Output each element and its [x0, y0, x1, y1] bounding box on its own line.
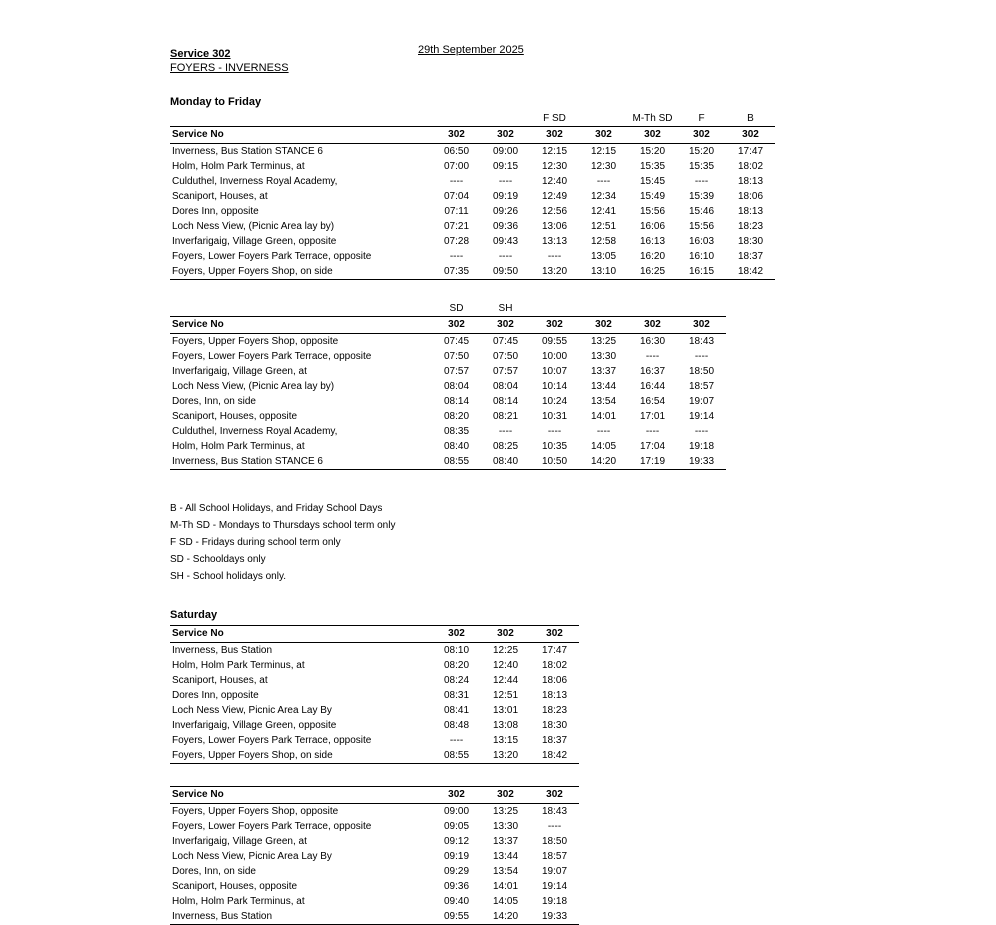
- time-cell: 13:13: [541, 236, 568, 247]
- service-no: 302: [726, 127, 775, 144]
- time-cell: 07:00: [443, 161, 470, 172]
- stop-name: Dores, Inn, on side: [172, 866, 256, 877]
- time-cell: 18:43: [541, 806, 568, 817]
- time-cell: 08:04: [443, 381, 470, 392]
- time-cell: 16:44: [639, 381, 666, 392]
- time-cell: 19:33: [530, 909, 579, 925]
- time-cell: 18:06: [737, 191, 764, 202]
- time-cell: 09:19: [443, 851, 470, 862]
- time-cell: 17:19: [628, 454, 677, 470]
- service-no-header: Service No: [170, 626, 432, 643]
- stop-name: Inverfarigaig, Village Green, opposite: [172, 720, 337, 731]
- note-cell: [170, 302, 432, 317]
- time-cell: 18:43: [688, 336, 715, 347]
- stop-name: Dores Inn, opposite: [172, 206, 259, 217]
- stop-name: Scaniport, Houses, opposite: [172, 881, 298, 892]
- time-cell: 08:35: [443, 426, 470, 437]
- document-date: 29th September 2025: [418, 44, 524, 56]
- table-row: [170, 204, 775, 219]
- legend-item: F SD - Fridays during school term only: [170, 537, 341, 548]
- time-cell: 08:40: [481, 454, 530, 470]
- table-row: [170, 894, 579, 909]
- time-cell: 17:47: [541, 645, 568, 656]
- note-cell: F: [698, 113, 705, 124]
- time-cell: 07:28: [443, 236, 470, 247]
- time-cell: ----: [547, 821, 562, 832]
- table-row: [170, 144, 775, 160]
- legend-item: SD - Schooldays only: [170, 554, 266, 565]
- table-row: [170, 643, 579, 659]
- time-cell: 16:06: [639, 221, 666, 232]
- time-cell: ----: [645, 426, 660, 437]
- time-cell: ----: [498, 426, 513, 437]
- service-no: 302: [481, 626, 530, 643]
- time-cell: 13:44: [590, 381, 617, 392]
- time-cell: 18:37: [737, 251, 764, 262]
- time-cell: 12:41: [590, 206, 617, 217]
- time-cell: 18:42: [726, 264, 775, 280]
- time-cell: 12:25: [492, 645, 519, 656]
- note-cell: M-Th SD: [632, 113, 673, 124]
- service-no-header: Service No: [170, 787, 432, 804]
- time-cell: 18:57: [541, 851, 568, 862]
- time-cell: 08:10: [443, 645, 470, 656]
- table-spacer: [170, 280, 970, 302]
- table-row: [170, 159, 775, 174]
- time-cell: ----: [596, 426, 611, 437]
- time-cell: ----: [547, 251, 562, 262]
- time-cell: 13:37: [492, 836, 519, 847]
- time-cell: ----: [645, 351, 660, 362]
- time-cell: 09:55: [541, 336, 568, 347]
- stop-name: Scaniport, Houses, at: [172, 675, 268, 686]
- time-cell: 07:50: [443, 351, 470, 362]
- time-cell: 19:33: [677, 454, 726, 470]
- table-row: [170, 364, 726, 379]
- stop-name: Foyers, Upper Foyers Shop, on side: [170, 748, 432, 764]
- time-cell: 10:07: [541, 366, 568, 377]
- stop-name: Inverness, Bus Station STANCE 6: [172, 146, 323, 157]
- time-cell: 07:57: [443, 366, 470, 377]
- time-cell: 12:15: [590, 146, 617, 157]
- time-cell: 12:30: [541, 161, 568, 172]
- stop-name: Dores, Inn, on side: [172, 396, 256, 407]
- time-cell: 15:35: [688, 161, 715, 172]
- table-row: [170, 219, 775, 234]
- table-row: [170, 409, 726, 424]
- table-row: [170, 334, 726, 350]
- service-no: 302: [530, 317, 579, 334]
- note-cell: [170, 112, 432, 127]
- stop-name: Culduthel, Inverness Royal Academy,: [172, 426, 338, 437]
- time-cell: 15:39: [688, 191, 715, 202]
- stop-name: Scaniport, Houses, opposite: [172, 411, 298, 422]
- table-row: [170, 849, 579, 864]
- time-cell: ----: [694, 426, 709, 437]
- saturday-table-outbound: [170, 625, 579, 764]
- stop-name: Foyers, Upper Foyers Shop, on side: [170, 264, 432, 280]
- table-row: [170, 718, 579, 733]
- stop-name: Foyers, Upper Foyers Shop, opposite: [172, 336, 339, 347]
- time-cell: 09:26: [492, 206, 519, 217]
- service-no: 302: [579, 127, 628, 144]
- time-cell: 18:30: [541, 720, 568, 731]
- stop-name: Foyers, Lower Foyers Park Terrace, opposite: [172, 251, 372, 262]
- stop-name: Holm, Holm Park Terminus, at: [172, 660, 305, 671]
- time-cell: 09:36: [443, 881, 470, 892]
- time-cell: 17:01: [639, 411, 666, 422]
- table-row: [170, 189, 775, 204]
- time-cell: 16:03: [688, 236, 715, 247]
- time-cell: 16:54: [639, 396, 666, 407]
- time-cell: 18:23: [737, 221, 764, 232]
- time-cell: 07:35: [432, 264, 481, 280]
- time-cell: 12:40: [492, 660, 519, 671]
- note-cell: [432, 112, 481, 127]
- table-row: [170, 249, 775, 264]
- service-no-row: [170, 317, 726, 334]
- stop-name: Inverfarigaig, Village Green, at: [172, 836, 307, 847]
- table-row: [170, 174, 775, 189]
- time-cell: 09:29: [443, 866, 470, 877]
- time-cell: 18:06: [541, 675, 568, 686]
- time-cell: 13:15: [492, 735, 519, 746]
- time-cell: 16:10: [688, 251, 715, 262]
- time-cell: 18:30: [737, 236, 764, 247]
- time-cell: 18:02: [737, 161, 764, 172]
- time-cell: ----: [449, 251, 464, 262]
- time-cell: 08:25: [492, 441, 519, 452]
- stop-name: Foyers, Lower Foyers Park Terrace, opposite: [172, 351, 372, 362]
- time-cell: 18:37: [541, 735, 568, 746]
- time-cell: 09:36: [492, 221, 519, 232]
- note-row: [170, 302, 726, 317]
- stop-name: Dores Inn, opposite: [172, 690, 259, 701]
- time-cell: 07:45: [443, 336, 470, 347]
- time-cell: 08:24: [443, 675, 470, 686]
- stop-name: Inverness, Bus Station: [172, 645, 273, 656]
- stop-name: Holm, Holm Park Terminus, at: [172, 441, 305, 452]
- time-cell: 13:54: [492, 866, 519, 877]
- time-cell: 16:13: [639, 236, 666, 247]
- weekday-table-outbound: [170, 112, 775, 280]
- service-no: 302: [677, 127, 726, 144]
- table-row: [170, 673, 579, 688]
- time-cell: 15:49: [639, 191, 666, 202]
- time-cell: 07:50: [492, 351, 519, 362]
- time-cell: ----: [449, 735, 464, 746]
- time-cell: 09:40: [443, 896, 470, 907]
- time-cell: 13:44: [492, 851, 519, 862]
- time-cell: 09:43: [492, 236, 519, 247]
- time-cell: 13:10: [579, 264, 628, 280]
- stop-name: Foyers, Lower Foyers Park Terrace, opposite: [172, 821, 372, 832]
- time-cell: 13:01: [492, 705, 519, 716]
- time-cell: 12:40: [541, 176, 568, 187]
- legend-block: [170, 500, 970, 585]
- time-cell: 08:20: [443, 660, 470, 671]
- time-cell: 08:40: [443, 441, 470, 452]
- saturday-table-inbound: [170, 786, 579, 925]
- service-no-header: Service No: [170, 317, 432, 334]
- time-cell: ----: [694, 176, 709, 187]
- table-row: [170, 394, 726, 409]
- stop-name: Inverfarigaig, Village Green, opposite: [172, 236, 337, 247]
- table-row: [170, 234, 775, 249]
- time-cell: 18:13: [541, 690, 568, 701]
- section-label-weekday: Monday to Friday: [170, 96, 262, 108]
- time-cell: 10:24: [541, 396, 568, 407]
- stop-name: Holm, Holm Park Terminus, at: [172, 896, 305, 907]
- time-cell: 18:02: [541, 660, 568, 671]
- legend-item: M-Th SD - Mondays to Thursdays school term only: [170, 520, 396, 531]
- time-cell: ----: [596, 176, 611, 187]
- time-cell: ----: [694, 351, 709, 362]
- legend-item: B - All School Holidays, and Friday School Days: [170, 503, 383, 514]
- time-cell: 08:14: [492, 396, 519, 407]
- time-cell: 18:50: [688, 366, 715, 377]
- service-no: 302: [432, 127, 481, 144]
- time-cell: 08:21: [492, 411, 519, 422]
- note-cell: B: [747, 113, 754, 124]
- table-row: [170, 439, 726, 454]
- stop-name: Loch Ness View, (Picnic Area lay by): [172, 381, 335, 392]
- time-cell: 19:07: [688, 396, 715, 407]
- time-cell: 13:30: [590, 351, 617, 362]
- time-cell: 09:55: [432, 909, 481, 925]
- note-cell: [677, 302, 726, 317]
- time-cell: 15:56: [688, 221, 715, 232]
- table-row: [170, 748, 579, 764]
- time-cell: ----: [498, 176, 513, 187]
- time-cell: 10:14: [541, 381, 568, 392]
- note-cell: [579, 302, 628, 317]
- time-cell: 14:05: [492, 896, 519, 907]
- time-cell: 13:20: [530, 264, 579, 280]
- time-cell: 15:46: [688, 206, 715, 217]
- stop-name: Inverness, Bus Station: [170, 909, 432, 925]
- document-header: [170, 44, 970, 60]
- stop-name: Foyers, Upper Foyers Shop, opposite: [172, 806, 339, 817]
- service-no: 302: [481, 317, 530, 334]
- time-cell: 15:35: [639, 161, 666, 172]
- table-row: [170, 424, 726, 439]
- time-cell: 07:45: [492, 336, 519, 347]
- table-row: [170, 379, 726, 394]
- note-row: [170, 112, 775, 127]
- weekday-table-inbound: [170, 302, 726, 470]
- stop-name: Culduthel, Inverness Royal Academy,: [172, 176, 338, 187]
- time-cell: 07:04: [443, 191, 470, 202]
- time-cell: 17:04: [639, 441, 666, 452]
- time-cell: 09:12: [443, 836, 470, 847]
- service-no: 302: [677, 317, 726, 334]
- note-cell: SH: [498, 303, 513, 314]
- time-cell: 18:50: [541, 836, 568, 847]
- service-no: 302: [530, 626, 579, 643]
- table-row: [170, 819, 579, 834]
- time-cell: 12:49: [541, 191, 568, 202]
- note-cell: SD: [449, 303, 464, 314]
- time-cell: 07:21: [443, 221, 470, 232]
- time-cell: 16:15: [677, 264, 726, 280]
- time-cell: 19:07: [541, 866, 568, 877]
- time-cell: 09:05: [443, 821, 470, 832]
- time-cell: ----: [547, 426, 562, 437]
- table-row: [170, 733, 579, 748]
- table-row: [170, 909, 579, 925]
- section-label-saturday: Saturday: [170, 609, 218, 621]
- service-no: 302: [628, 317, 677, 334]
- service-no: 302: [481, 127, 530, 144]
- time-cell: 13:30: [492, 821, 519, 832]
- note-cell: [579, 112, 628, 127]
- note-cell: [628, 302, 677, 317]
- time-cell: 16:37: [639, 366, 666, 377]
- service-no-header: Service No: [170, 127, 432, 144]
- stop-name: Inverfarigaig, Village Green, at: [172, 366, 307, 377]
- time-cell: 09:19: [492, 191, 519, 202]
- table-row: [170, 804, 579, 820]
- table-row: [170, 879, 579, 894]
- time-cell: ----: [498, 251, 513, 262]
- time-cell: 13:54: [590, 396, 617, 407]
- time-cell: 14:20: [579, 454, 628, 470]
- service-no: 302: [432, 626, 481, 643]
- table-row: [170, 264, 775, 280]
- time-cell: 08:31: [443, 690, 470, 701]
- time-cell: 12:15: [541, 146, 568, 157]
- time-cell: 12:51: [492, 690, 519, 701]
- table-row: [170, 864, 579, 879]
- table-row: [170, 703, 579, 718]
- time-cell: 18:57: [688, 381, 715, 392]
- service-no: 302: [628, 127, 677, 144]
- time-cell: 14:20: [481, 909, 530, 925]
- time-cell: 19:18: [541, 896, 568, 907]
- time-cell: ----: [449, 176, 464, 187]
- note-cell: F SD: [543, 113, 566, 124]
- time-cell: 12:58: [590, 236, 617, 247]
- timetable-page: [170, 44, 970, 925]
- time-cell: 13:25: [492, 806, 519, 817]
- time-cell: 15:45: [639, 176, 666, 187]
- table-row: [170, 688, 579, 703]
- time-cell: 08:20: [443, 411, 470, 422]
- table-row: [170, 454, 726, 470]
- time-cell: 07:57: [492, 366, 519, 377]
- time-cell: 10:00: [541, 351, 568, 362]
- service-no-row: [170, 626, 579, 643]
- route-title: FOYERS - INVERNESS: [170, 62, 289, 74]
- time-cell: 12:56: [541, 206, 568, 217]
- time-cell: 16:20: [639, 251, 666, 262]
- time-cell: 14:01: [590, 411, 617, 422]
- time-cell: 10:31: [541, 411, 568, 422]
- stop-name: Loch Ness View, Picnic Area Lay By: [172, 851, 332, 862]
- table-row: [170, 349, 726, 364]
- time-cell: 09:15: [492, 161, 519, 172]
- stop-name: Scaniport, Houses, at: [172, 191, 268, 202]
- note-cell: [481, 112, 530, 127]
- time-cell: 09:00: [492, 146, 519, 157]
- table-row: [170, 658, 579, 673]
- time-cell: 08:48: [443, 720, 470, 731]
- service-title: Service 302: [170, 48, 231, 60]
- time-cell: 18:42: [530, 748, 579, 764]
- time-cell: 14:01: [492, 881, 519, 892]
- time-cell: 13:20: [481, 748, 530, 764]
- time-cell: 08:04: [492, 381, 519, 392]
- time-cell: 10:35: [541, 441, 568, 452]
- service-no: 302: [530, 787, 579, 804]
- legend-item: SH - School holidays only.: [170, 571, 286, 582]
- stop-name: Foyers, Lower Foyers Park Terrace, opposite: [172, 735, 372, 746]
- time-cell: 15:20: [688, 146, 715, 157]
- time-cell: 08:55: [432, 748, 481, 764]
- time-cell: 13:05: [590, 251, 617, 262]
- time-cell: 13:37: [590, 366, 617, 377]
- stop-name: Inverness, Bus Station STANCE 6: [170, 454, 432, 470]
- stop-name: Loch Ness View, (Picnic Area lay by): [172, 221, 335, 232]
- time-cell: 13:08: [492, 720, 519, 731]
- time-cell: 12:34: [590, 191, 617, 202]
- time-cell: 13:25: [590, 336, 617, 347]
- note-cell: [530, 302, 579, 317]
- service-no: 302: [481, 787, 530, 804]
- time-cell: 14:05: [590, 441, 617, 452]
- time-cell: 12:30: [590, 161, 617, 172]
- service-no: 302: [579, 317, 628, 334]
- time-cell: 17:47: [737, 146, 764, 157]
- service-no-row: [170, 127, 775, 144]
- time-cell: 15:20: [639, 146, 666, 157]
- time-cell: 18:13: [737, 206, 764, 217]
- service-no: 302: [530, 127, 579, 144]
- stop-name: Holm, Holm Park Terminus, at: [172, 161, 305, 172]
- time-cell: 19:14: [541, 881, 568, 892]
- time-cell: 16:25: [628, 264, 677, 280]
- time-cell: 10:50: [530, 454, 579, 470]
- time-cell: 16:30: [639, 336, 666, 347]
- service-no-row: [170, 787, 579, 804]
- time-cell: 09:50: [481, 264, 530, 280]
- time-cell: 15:56: [639, 206, 666, 217]
- time-cell: 13:06: [541, 221, 568, 232]
- time-cell: 18:23: [541, 705, 568, 716]
- time-cell: 06:50: [443, 146, 470, 157]
- time-cell: 19:14: [688, 411, 715, 422]
- time-cell: 12:44: [492, 675, 519, 686]
- time-cell: 08:14: [443, 396, 470, 407]
- time-cell: 09:00: [443, 806, 470, 817]
- service-no: 302: [432, 317, 481, 334]
- time-cell: 19:18: [688, 441, 715, 452]
- service-no: 302: [432, 787, 481, 804]
- table-spacer: [170, 764, 970, 786]
- stop-name: Loch Ness View, Picnic Area Lay By: [172, 705, 332, 716]
- time-cell: 08:55: [432, 454, 481, 470]
- time-cell: 08:41: [443, 705, 470, 716]
- time-cell: 18:13: [737, 176, 764, 187]
- table-row: [170, 834, 579, 849]
- time-cell: 12:51: [590, 221, 617, 232]
- time-cell: 07:11: [444, 206, 469, 217]
